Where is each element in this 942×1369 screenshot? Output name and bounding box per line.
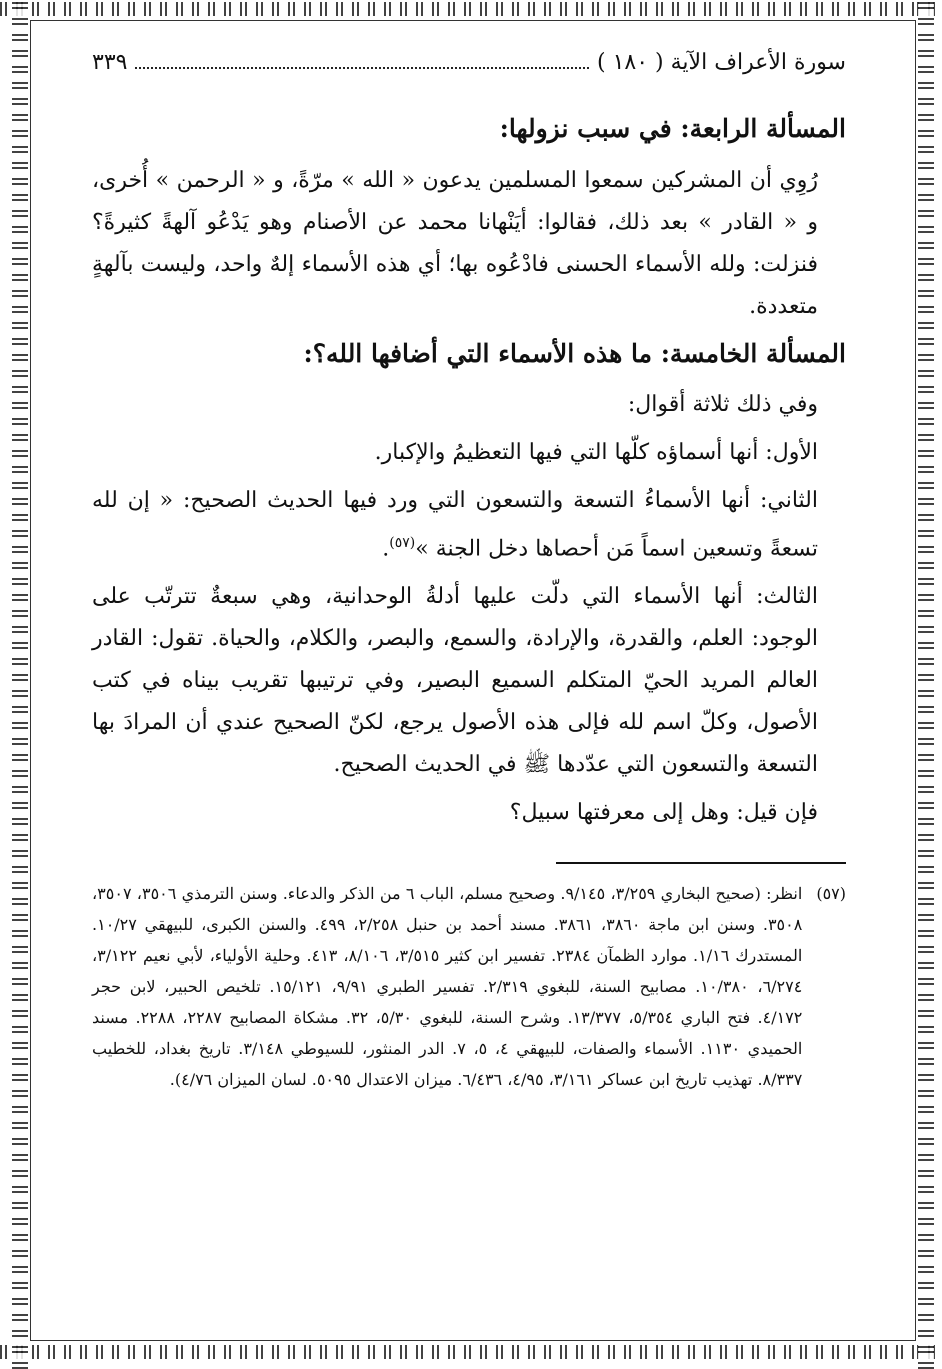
footnote-number: (٥٧) [816, 884, 846, 904]
second-opinion-text: الثاني: أنها الأسماءُ التسعة والتسعون التي ورد فيها الحديث الصحيح: « إن لله تسعةً وتسعين اسماً مَن أحصاها دخل الجنة » [92, 488, 818, 562]
frame-line-top [30, 20, 916, 21]
running-head [92, 50, 846, 75]
frame-line-left [30, 20, 31, 1341]
first-opinion: الأول: أنها أسماؤه كلّها التي فيها التعظيمُ والإكبار. [374, 440, 818, 465]
ornamental-border-right [918, 0, 934, 1369]
question-paragraph: فإن قيل: وهل إلى معرفتها سبيل؟ [509, 800, 818, 826]
section-4-paragraph: رُوِي أن المشركين سمعوا المسلمين يدعون « الله » مرّةً، و « الرحمن » أُخرى، و « القادر » بعد ذلك، فقالوا: أيَنْهانا محمد عن الأصنام وهو يَدْعُو آلهةً كثيرةً؟ فنزلت: ولله الأسماء الحسنى فادْعُوه بها؛ أي هذه الأسماء إلهٌ واحد، وليست بآلهةٍ متعددة. [92, 167, 818, 319]
running-head-title: سورة الأعراف الآية ( ١٨٠ ) [597, 50, 846, 75]
second-opinion-end: . [382, 536, 390, 562]
page-content [92, 50, 846, 1095]
footnote-ref[interactable]: (٥٧) [389, 535, 416, 551]
ornamental-border-left [12, 0, 28, 1369]
frame-line-right [915, 20, 916, 1341]
leader-dots [135, 67, 589, 69]
page-number: ٣٣٩ [92, 50, 128, 75]
section-heading-5: المسألة الخامسة: ما هذه الأسماء التي أضافها الله؟: [303, 338, 846, 368]
second-opinion [92, 480, 846, 570]
footnote-separator [556, 862, 846, 864]
frame-line-bottom [30, 1340, 916, 1341]
third-opinion: الثالث: أنها الأسماء التي دلّت عليها أدلةُ الوحدانية، وهي سبعةٌ تترتّب على الوجود: العلم، والقدرة، والإرادة، والسمع، والبصر، والكلام، والحياة. تقول: القادر العالم المريد الحيّ المتكلم السميع البصير، وفي ترتيبها تقريب بيناه في كتب الأصول، وكلّ اسم لله فإلى هذه الأصول يرجع، لكنّ الصحيح عندي أن المرادَ بها التسعة والتسعون التي عدّدها ﷺ في الحديث الصحيح. [92, 584, 819, 778]
intro-paragraph: وفي ذلك ثلاثة أقوال: [627, 392, 818, 417]
section-heading-4: المسألة الرابعة: في سبب نزولها: [499, 114, 846, 143]
footnote [92, 878, 846, 1095]
footnote-text: انظر: (صحيح البخاري ٣/٢٥٩، ٩/١٤٥. وصحيح مسلم، الباب ٦ من الذكر والدعاء. وسنن الترمذي ٣٥٠٦، ٣٥٠٧، ٣٥٠٨. وسنن ابن ماجة ٣٨٦٠، ٣٨٦١. مسند أحمد بن حنبل ٢/٢٥٨، ٤٩٩. والسنن الكبرى، للبيهقي ١٠/٢٧. المستدرك ١/١٦. موارد الظمآن ٢٣٨٤. تفسير ابن كثير ٣/٥١٥، ٨/١٠٦، ٤١٣. وحلية الأولياء، لأبي نعيم ٣/١٢٢، ٦/٢٧٤، ١٠/٣٨٠. مصابيح السنة، للبغوي ٢/٣١٩. تفسير الطبري ٩/٩١، ١٥/١٢١. تلخيص الحبير، لابن حجر ٤/١٧٢. فتح الباري ٥/٣٥٤، ١٣/٣٧٧. وشرح السنة، للبغوي ٥/٣٠، ٣٢. مشكاة المصابيح ٢٢٨٧، ٢٢٨٨. مسند الحميدي ١١٣٠. الأسماء والصفات، للبيهقي ٤، ٥، ٧. الدر المنثور، للسيوطي ٣/١٤٨. تاريخ بغداد، للخطيب ٨/٣٣٧. تهذيب تاريخ ابن عساكر ٣/١٦١، ٤/٩٥، ٦/٤٣٦. ميزان الاعتدال ٥٠٩٥. لسان الميزان ٤/٧٦). [92, 884, 803, 1090]
ornamental-border-bottom [0, 1345, 942, 1359]
ornamental-border-top [0, 2, 942, 16]
